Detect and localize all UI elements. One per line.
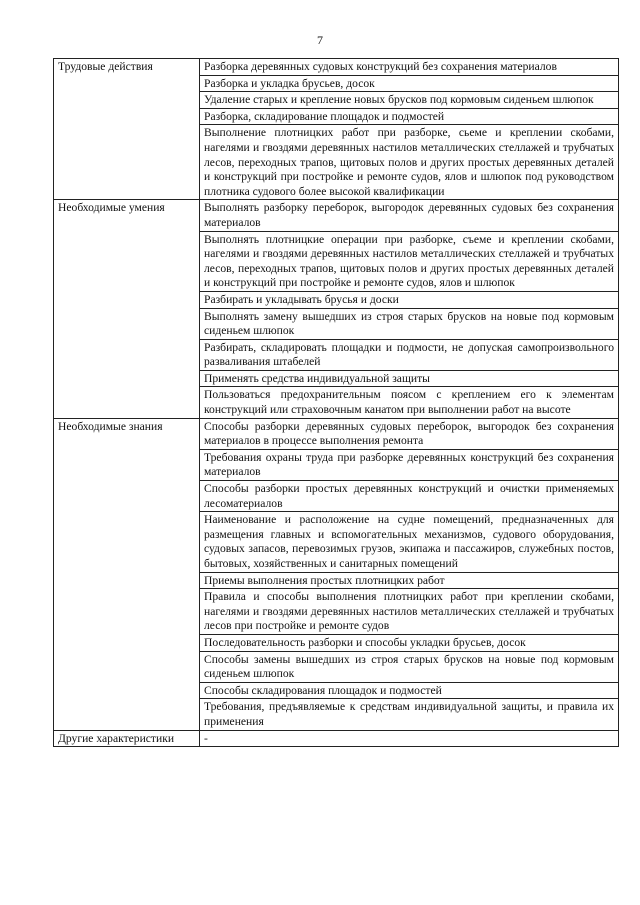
table-cell: Последовательность разборки и способы укладки брусьев, досок — [200, 634, 619, 651]
characteristics-table — [53, 58, 619, 747]
table-cell: Разборка и укладка брусьев, досок — [200, 75, 619, 92]
table-cell: - — [200, 730, 619, 747]
table-body — [54, 59, 619, 747]
section-label-required-skills: Необходимые умения — [54, 200, 200, 418]
table-cell: Требования, предъявляемые к средствам индивидуальной защиты, и правила их применения — [200, 699, 619, 730]
section-label-labor-actions: Трудовые действия — [54, 59, 200, 200]
table-cell: Разборка деревянных судовых конструкций без сохранения материалов — [200, 59, 619, 76]
page-number: 7 — [317, 33, 323, 47]
table-cell: Пользоваться предохранительным поясом с креплением его к элементам конструкций или страховочным канатом при выполнении работ на высоте — [200, 387, 619, 418]
section-label-other-characteristics: Другие характеристики — [54, 730, 200, 747]
table-row — [54, 418, 619, 449]
table-cell: Способы разборки простых деревянных конструкций и очистки применяемых лесоматериалов — [200, 481, 619, 512]
table-cell: Выполнять плотницкие операции при разборке, съеме и креплении скобами, нагелями и гвоздями деревянных настилов металлических стеллажей и трубчатых лесов, переходных трапов, щитовых полов и других простых деревянных деталей и конструкций при постройке и ремонте судов, ялов и шлюпок — [200, 231, 619, 291]
table-cell: Требования охраны труда при разборке деревянных конструкций без сохранения материалов — [200, 449, 619, 480]
table-cell: Способы замены вышедших из строя старых брусков на новые под кормовым сиденьем шлюпок — [200, 651, 619, 682]
table-cell: Правила и способы выполнения плотницких работ при креплении скобами, нагелями и гвоздями деревянных настилов металлических стеллажей и трубчатых лесов при постройке и ремонте судов — [200, 589, 619, 635]
table-cell: Выполнять замену вышедших из строя старых брусков на новые под кормовым сиденьем шлюпок — [200, 308, 619, 339]
table-cell: Разборка, складирование площадок и подмостей — [200, 108, 619, 125]
table-row — [54, 59, 619, 76]
table-cell: Способы разборки деревянных судовых переборок, выгородок без сохранения материалов в процессе выполнения ремонта — [200, 418, 619, 449]
table-cell: Способы складирования площадок и подмостей — [200, 682, 619, 699]
table-row — [54, 200, 619, 231]
table-cell: Разбирать и укладывать брусья и доски — [200, 291, 619, 308]
section-label-required-knowledge: Необходимые знания — [54, 418, 200, 730]
table-row — [54, 730, 619, 747]
table-cell: Удаление старых и крепление новых брусков под кормовым сиденьем шлюпок — [200, 92, 619, 109]
table-cell: Приемы выполнения простых плотницких работ — [200, 572, 619, 589]
table-cell: Наименование и расположение на судне помещений, предназначенных для размещения главных и вспомогательных механизмов, судового оборудования, судовых запасов, перевозимых грузов, экипажа и пассажиров, служебных постов, бытовых, хозяйственных и санитарных помещений — [200, 512, 619, 572]
table-cell: Выполнять разборку переборок, выгородок деревянных судовых без сохранения материалов — [200, 200, 619, 231]
table-cell: Выполнение плотницких работ при разборке, сьеме и креплении скобами, нагелями и гвоздями деревянных настилов металлических стеллажей и трубчатых лесов, переходных трапов, щитовых полов и других простых деревянных деталей и конструкций при постройке и ремонте судов, ялов и шлюпок под руководством плотника судового более высокой квалификации — [200, 125, 619, 200]
table-cell: Разбирать, складировать площадки и подмости, не допуская самопроизвольного разваливания штабелей — [200, 339, 619, 370]
table-cell: Применять средства индивидуальной защиты — [200, 370, 619, 387]
